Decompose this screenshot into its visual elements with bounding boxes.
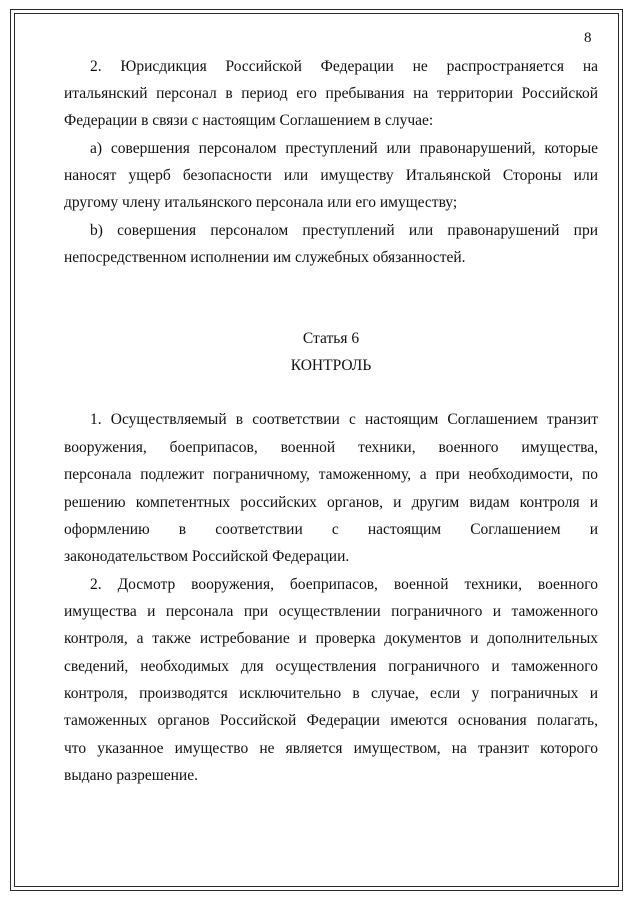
paragraph-line: итальянский персонал в период его пребывания на территории Российской — [64, 85, 598, 102]
paragraph-line: непосредственном исполнении им служебных обязанностей. — [64, 249, 466, 266]
paragraph-line: оформлению в соответствии с настоящим Соглашением и — [64, 521, 598, 538]
paragraph-line: персонала подлежит пограничному, таможенному, а при необходимости, по — [64, 466, 598, 483]
paragraph-line: сведений, необходимых для осуществления пограничного и таможенного — [64, 658, 598, 675]
paragraph-line: законодательством Российской Федерации. — [64, 548, 350, 565]
paragraph-line: наносят ущерб безопасности или имуществу Итальянской Стороны или — [64, 167, 598, 184]
paragraph-line: Федерации в связи с настоящим Соглашением в случае: — [64, 112, 434, 129]
page-number: 8 — [584, 30, 592, 46]
paragraph-line: 2. Досмотр вооружения, боеприпасов, военной техники, военного — [90, 576, 598, 593]
paragraph-line: выдано разрешение. — [64, 767, 198, 784]
paragraph-line: контроля, а также истребование и проверка документов и дополнительных — [64, 630, 598, 647]
paragraph-line: имущества и персонала при осуществлении пограничного и таможенного — [64, 603, 598, 620]
paragraph-line: решению компетентных российских органов, и другим видам контроля и — [64, 494, 598, 511]
paragraph-line: контроля, производятся исключительно в случае, если у пограничных и — [64, 685, 598, 702]
article-title: КОНТРОЛЬ — [290, 357, 372, 374]
article-number: Статья 6 — [302, 330, 360, 347]
paragraph-line: а) совершения персоналом преступлений или правонарушений, которые — [90, 140, 598, 157]
paragraph-line: 2. Юрисдикция Российской Федерации не распространяется на — [90, 58, 598, 75]
paragraph-line: таможенных органов Российской Федерации имеются основания полагать, — [64, 712, 598, 729]
paragraph-line: что указанное имущество не является имуществом, на транзит которого — [64, 740, 598, 757]
paragraph-line: вооружения, боеприпасов, военной техники, военного имущества, — [64, 439, 598, 456]
paragraph-line: другому члену итальянского персонала или его имуществу; — [64, 194, 458, 211]
paragraph-line: 1. Осуществляемый в соответствии с настоящим Соглашением транзит — [90, 411, 598, 428]
paragraph-line: b) совершения персоналом преступлений или правонарушений при — [90, 222, 598, 239]
